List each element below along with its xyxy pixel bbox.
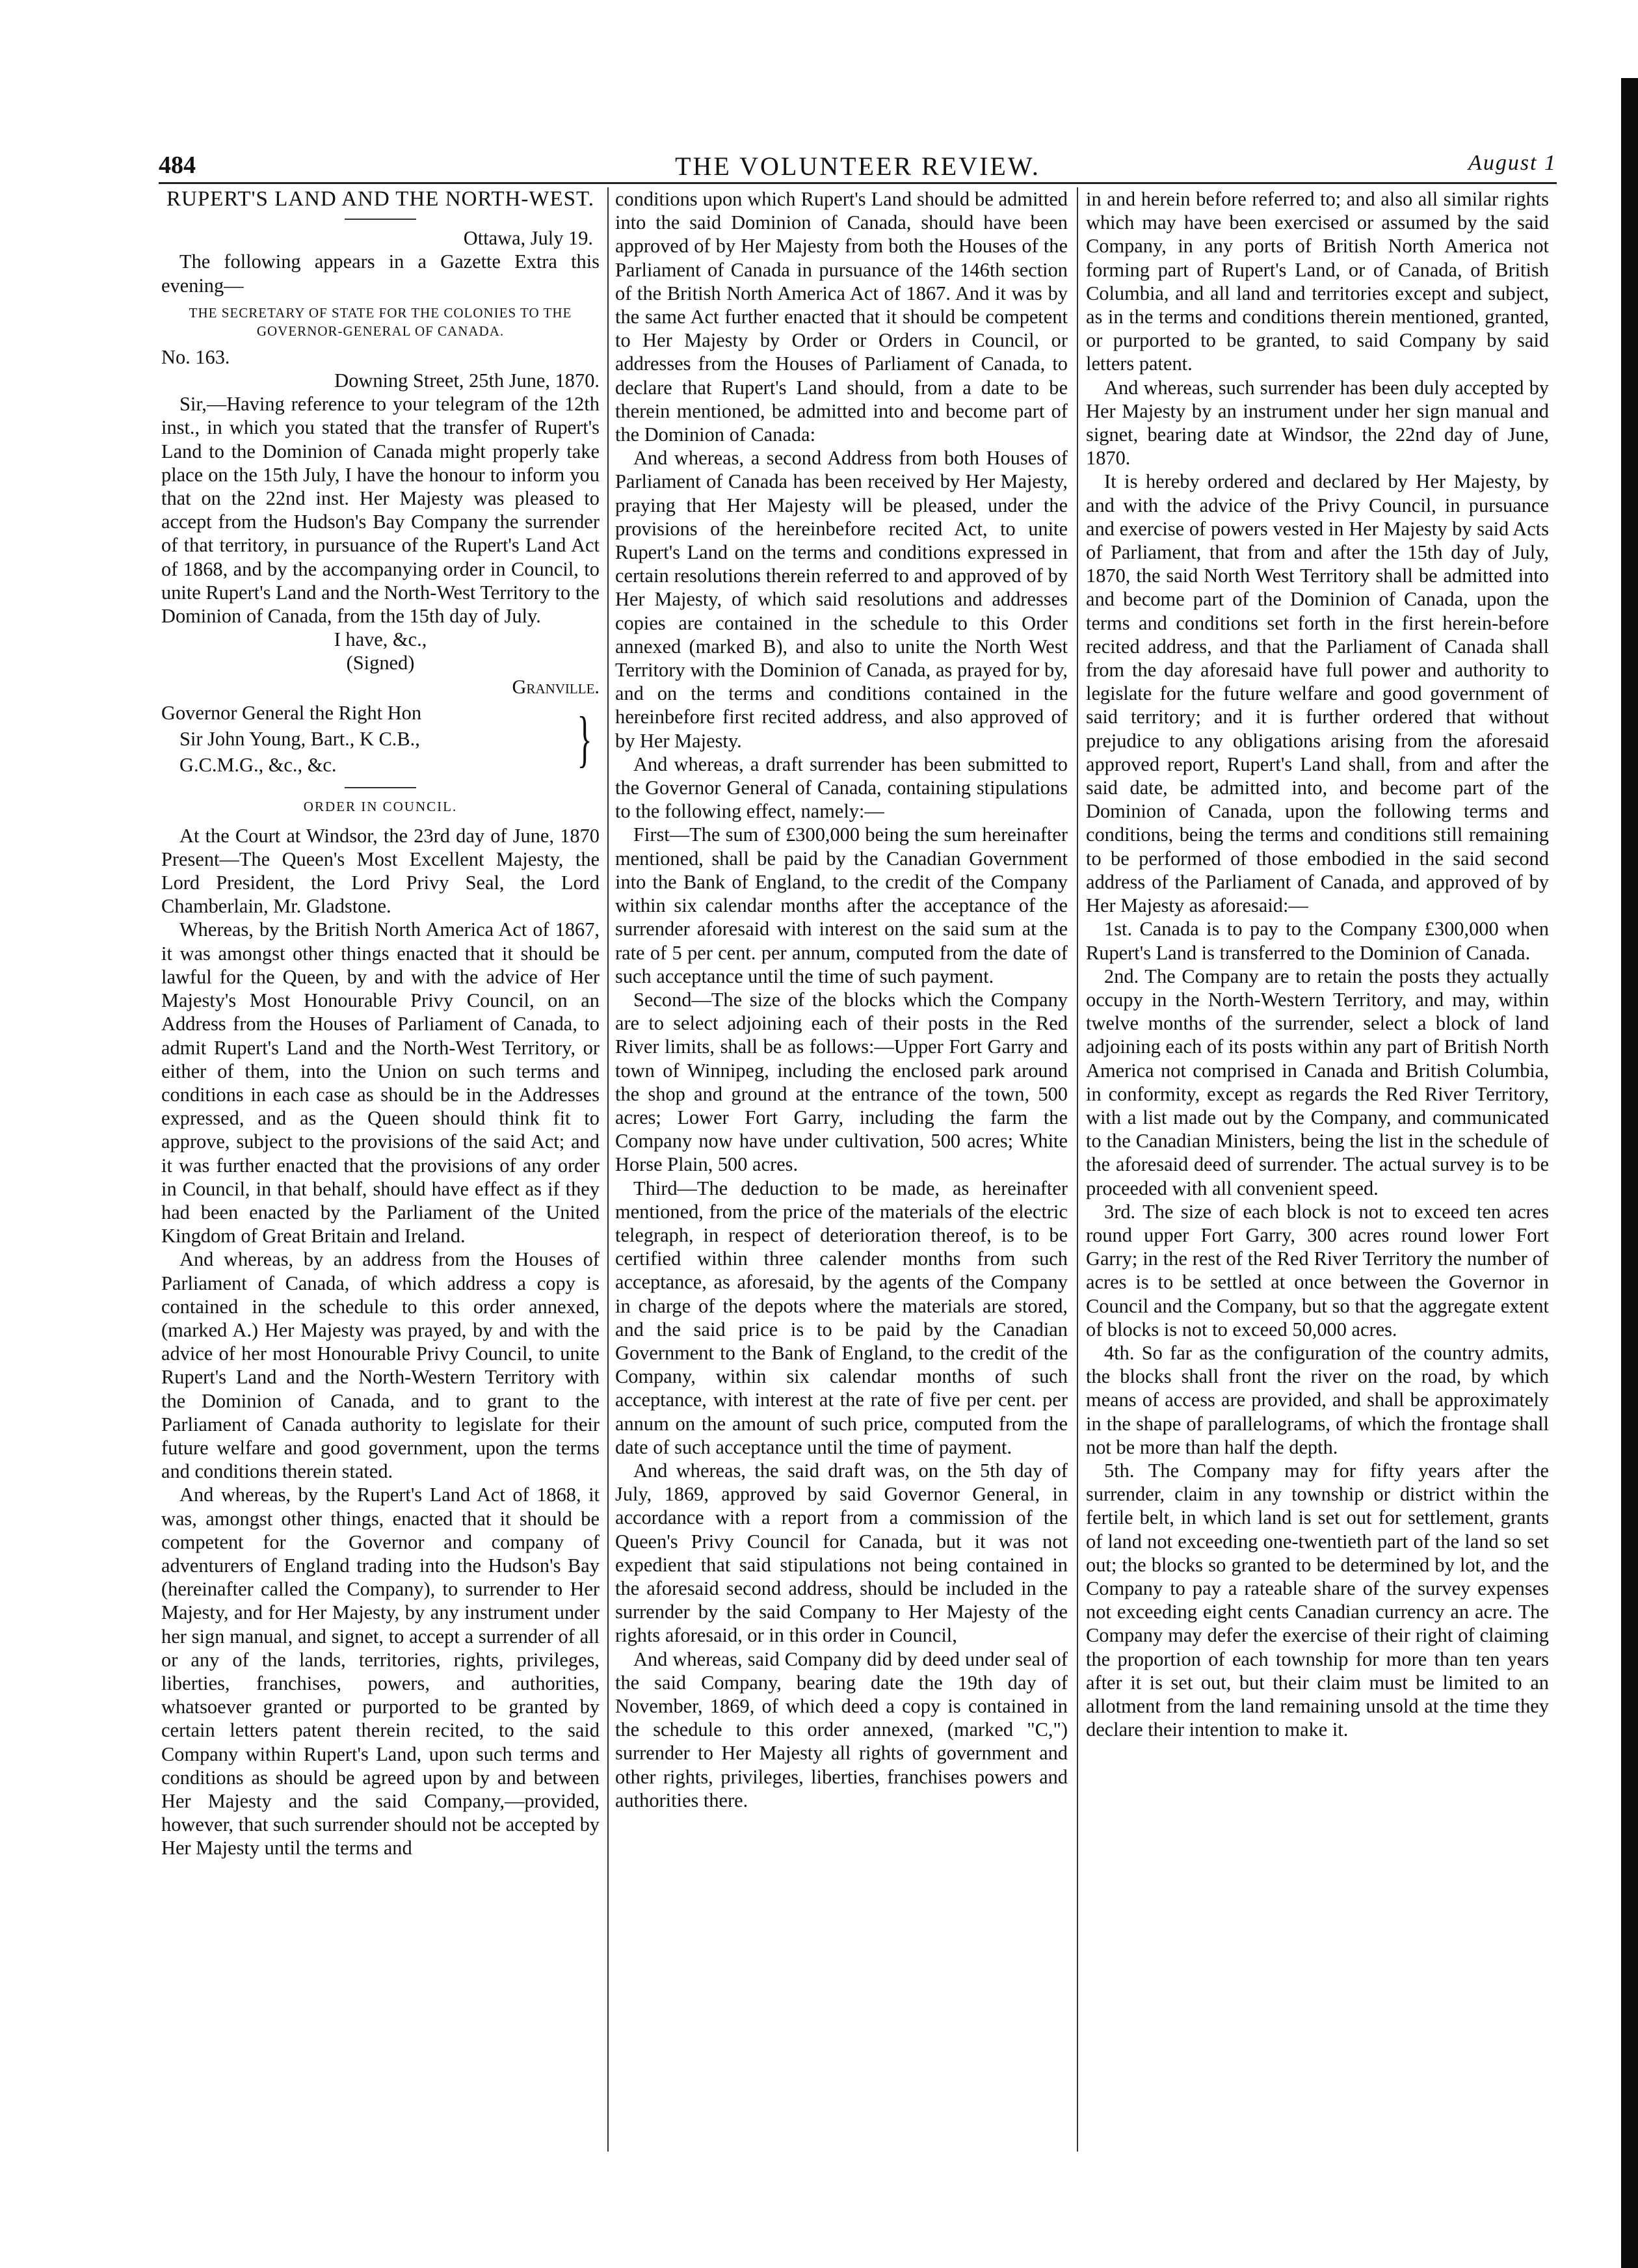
paragraph: Whereas, by the British North America Act of 1867, it was amongst other things enacted that it should be lawful for the Queen, by and with the advice of Her Majesty's Most Honourable Privy Council, on an Address from the Houses of Parliament of Canada, to admit Rupert's Land and the North-West Territory, or either of them, into the Union on such terms and conditions in each case as should be in the Addresses expressed, and as the Queen should think fit to approve, subject to the provisions of the said Act; and it was further enacted that the provisions of any order in Council, in that behalf, should have effect as if they had been enacted by the Parliament of the United Kingdom of Great Britain and Ireland.	[161, 918, 600, 1247]
paragraph: And whereas, by the Rupert's Land Act of 1868, it was, amongst other things, enacted that it should be competent for the Governor and company of adventurers of England trading into the Hudson's Bay (hereinafter called the Company), to surrender to Her Majesty, and for Her Majesty, by any instrument under her sign manual, and signet, to accept a surrender of all or any of the lands, territories, rights, privileges, liberties, franchises, powers, and authorities, whatsoever granted or purported to be granted by certain letters patent therein recited, to the said Company within Rupert's Land, upon such terms and conditions as should be agreed upon by and between Her Majesty and the said Company,—provided, however, that such surrender should not be accepted by Her Majesty until the terms and	[161, 1484, 600, 1860]
column-rule	[607, 187, 609, 2152]
order-heading: ORDER IN COUNCIL.	[303, 799, 458, 815]
recipient-line: Sir John Young, Bart., K C.B.,	[179, 728, 420, 751]
column-1	[161, 187, 600, 1860]
paragraph: in and herein before referred to; and also all similar rights which may have been exercised or assumed by the said Company, in any ports of British North America not forming part of Rupert's Land, or of Canada, of British Columbia, and all land and territories except and subject, as in the terms and conditions therein mentioned, granted, or purported to be granted, to said Company by said letters patent.	[1086, 188, 1549, 375]
signed-label: (Signed)	[346, 652, 415, 674]
column-2	[615, 187, 1068, 1812]
paragraph: 1st. Canada is to pay to the Company £300,000 when Rupert's Land is transferred to the Dominion of Canada.	[1086, 918, 1549, 964]
paragraph: And whereas, by an address from the Houses of Parliament of Canada, of which address a copy is contained in the schedule to this order annexed, (marked A.) Her Majesty was prayed, by and with the advice of her most Honourable Privy Council, to unite Rupert's Land and the North-Western Territory with the Dominion of Canada, and to grant to the Parliament of Canada authority to legislate for their future welfare and good government, upon the terms and conditions therein stated.	[161, 1248, 600, 1483]
article-headline: RUPERT'S LAND AND THE NORTH-WEST.	[166, 187, 594, 211]
recipient-block	[161, 699, 600, 780]
letter-body: Sir,—Having reference to your telegram of the 12th inst., in which you stated that the transfer of Rupert's Land to the Dominion of Canada might properly take place on the 15th July, I have the honour to inform you that on the 22nd inst. Her Majesty was pleased to accept from the Hudson's Bay Company the surrender of that territory, in pursuance of the Rupert's Land Act of 1868, and by the accompanying order in Council, to unite Rupert's Land and the North-West Territory to the Dominion of Canada, from the 15th day of July.	[161, 393, 600, 628]
intro-paragraph: The following appears in a Gazette Extra this evening—	[161, 250, 600, 297]
letter-closing: I have, &c.,	[334, 628, 427, 651]
column-3	[1086, 187, 1549, 1741]
paragraph: And whereas, said Company did by deed under seal of the said Company, bearing date the 19th day of November, 1869, of which deed a copy is contained in the schedule to this order annexed, (marked "C,") surrender to Her Majesty all rights of government and other rights, privileges, liberties, franchises powers and authorities there.	[615, 1648, 1068, 1811]
column-rule	[1077, 187, 1078, 2152]
paragraph: conditions upon which Rupert's Land should be admitted into the said Dominion of Canada, should have been approved of by Her Majesty from both the Houses of the Parliament of Canada in pursuance of the 146th section of the British North America Act of 1867. And it was by the same Act further enacted that it should be competent to Her Majesty by Order or Orders in Council, or addresses from the Houses of Parliament of Canada, to declare that Rupert's Land should, from a date to be therein mentioned, be admitted into and become part of the Dominion of Canada:	[615, 188, 1068, 446]
divider	[345, 219, 416, 220]
recipient-line: G.C.M.G., &c., &c.	[179, 754, 337, 777]
publication-title: THE VOLUNTEER REVIEW.	[675, 152, 1040, 181]
paragraph: And whereas, such surrender has been duly accepted by Her Majesty by an instrument under her sign manual and signet, bearing date at Windsor, the 22nd day of June, 1870.	[1086, 376, 1549, 470]
paragraph: And whereas, a draft surrender has been submitted to the Governor General of Canada, containing stipulations to the following effect, namely:—	[615, 753, 1068, 823]
binding-edge	[1621, 78, 1638, 2268]
paragraph: At the Court at Windsor, the 23rd day of June, 1870 Present—The Queen's Most Excellent Majesty, the Lord President, the Lord Privy Seal, the Lord Chamberlain, Mr. Gladstone.	[161, 824, 600, 918]
paragraph: And whereas, the said draft was, on the 5th day of July, 1869, approved by said Governor General, in accordance with a report from a commission of the Queen's Privy Council for Canada, but it was not expedient that said stipulations not being contained in the aforesaid second address, should be included in the surrender by the said Company to Her Majesty of the rights aforesaid, or in this order in Council,	[615, 1459, 1068, 1647]
page-number: 484	[159, 152, 196, 179]
paragraph: 2nd. The Company are to retain the posts they actually occupy in the North-Western Territory, and may, within twelve months of the surrender, select a block of land adjoining each of its posts within any part of British North America not comprised in Canada and British Columbia, in conformity, except as regards the Red River Territory, with a list made out by the Company, and communicated to the Canadian Ministers, being the list in the schedule of the aforesaid deed of surrender. The actual survey is to be proceeded with all convenient speed.	[1086, 965, 1549, 1199]
brace-glyph: }	[577, 704, 592, 774]
paragraph: 4th. So far as the configuration of the country admits, the blocks shall front the river on the road, by which means of access are provided, and shall be approximately in the shape of parallelograms, of which the frontage shall not be more than half the depth.	[1086, 1341, 1549, 1458]
dispatch-number: No. 163.	[161, 345, 230, 368]
header-rule	[159, 182, 1557, 184]
signature: Granville.	[512, 675, 600, 698]
paragraph: First—The sum of £300,000 being the sum hereinafter mentioned, shall be paid by the Canadian Government into the Bank of England, to the credit of the Company within six calendar months after the acceptance of the surrender aforesaid with interest on the said sum at the rate of 5 per cent. per annum, computed from the date of such acceptance until the time of such payment.	[615, 823, 1068, 987]
paragraph: Second—The size of the blocks which the Company are to select adjoining each of their posts in the Red River limits, shall be as follows:—Upper Fort Garry and town of Winnipeg, including the enclosed park around the shop and ground at the entrance of the town, 500 acres; Lower Fort Garry, including the farm the Company now have under cultivation, 500 acres; White Horse Plain, 500 acres.	[615, 988, 1068, 1176]
paragraph: It is hereby ordered and declared by Her Majesty, by and with the advice of the Privy Council, in pursuance and exercise of powers vested in Her Majesty by said Acts of Parliament, that from and after the 15th day of July, 1870, the said North West Territory shall be admitted into and become part of the Dominion of Canada, upon the terms and conditions set forth in the first herein-before recited address, and that the Parliament of Canada shall from the day aforesaid have full power and authority to legislate for the future welfare and good government of said territory; and it is further ordered that without prejudice to any obligations arising from the aforesaid approved report, Rupert's Land shall, from and after the said date, be admitted into, and become part of the Dominion of Canada, upon the following terms and conditions, being the terms and conditions still remaining to be performed of those embodied in the said second address of the Parliament of Canada, and approved of by Her Majesty as aforesaid:—	[1086, 470, 1549, 917]
paragraph: 3rd. The size of each block is not to exceed ten acres round upper Fort Garry, 300 acres round lower Fort Garry; in the rest of the Red River Territory the number of acres is to be settled at once between the Governor in Council and the Company, but so that the aggregate extent of blocks is not to exceed 50,000 acres.	[1086, 1200, 1549, 1341]
paragraph: 5th. The Company may for fifty years after the surrender, claim in any township or district within the fertile belt, in which land is set out for settlement, grants of land not exceeding one-twentieth part of the land so set out; the blocks so granted to be determined by lot, and the Company to pay a rateable share of the survey expenses not exceeding eight cents Canadian currency an acre. The Company may defer the exercise of their right of claiming the proportion of each township for more than ten years after it is set out, but their claim must be limited to an allotment from the land remaining unsold at the time they declare their intention to make it.	[1086, 1459, 1549, 1741]
dateline: Ottawa, July 19.	[463, 227, 593, 250]
letter-addressee: THE SECRETARY OF STATE FOR THE COLONIES TO THE GOVERNOR-GENERAL OF CANADA.	[189, 304, 572, 339]
divider	[345, 787, 416, 788]
paragraph: And whereas, a second Address from both Houses of Parliament of Canada has been received by Her Majesty, praying that Her Majesty will be pleased, under the provisions of the hereinbefore recited Act, to unite Rupert's Land on the terms and conditions expressed in certain resolutions therein referred to and approved of by Her Majesty, of which said resolutions and addresses copies are contained in the schedule to this Order annexed (marked B), and also to unite the North West Territory with the Dominion of Canada, as prayed for by, and on the terms and conditions contained in the hereinbefore first recited address, and also approved of by Her Majesty.	[615, 447, 1068, 752]
paragraph: Third—The deduction to be made, as hereinafter mentioned, from the price of the materials of the electric telegraph, in respect of deterioration thereof, is to be certified within three calender months from such acceptance, as aforesaid, by the agents of the Company in charge of the depots where the materials are stored, and the said price is to be paid by the Canadian Government to the Bank of England, to the credit of the Company, within six calendar months of such acceptance, with interest at the rate of five per cent. per annum on the amount of such price, computed from the date of such acceptance until the time of payment.	[615, 1177, 1068, 1458]
recipient-line: Governor General the Right Hon	[161, 701, 422, 724]
issue-date: August 1	[1468, 151, 1557, 175]
letter-dateline: Downing Street, 25th June, 1870.	[334, 369, 600, 392]
